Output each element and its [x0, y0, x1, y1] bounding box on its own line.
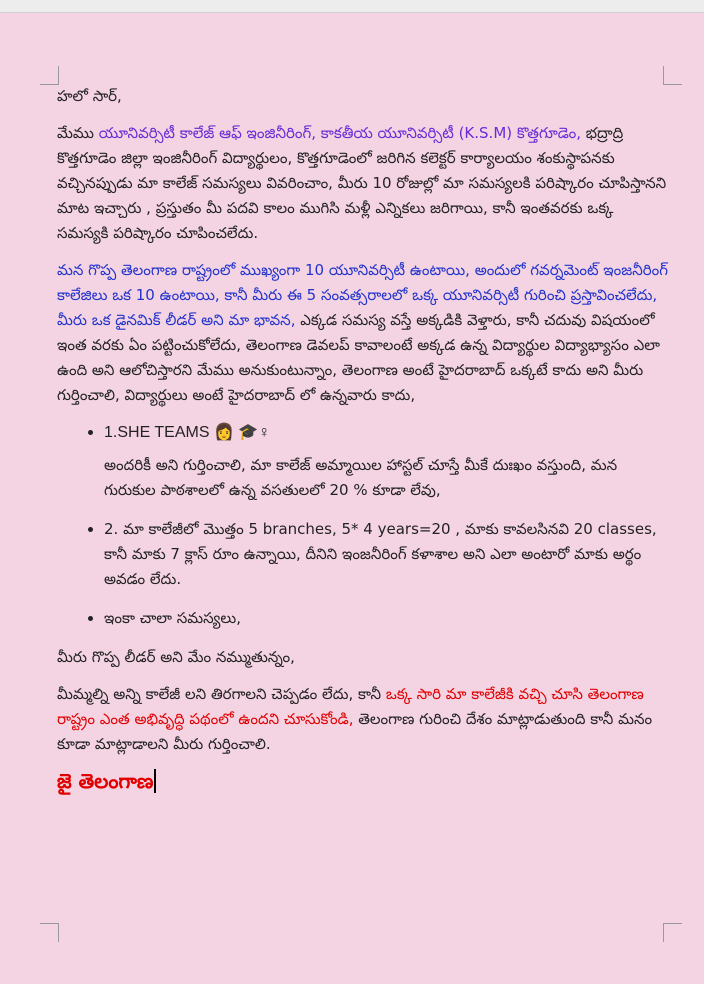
- closing-line: [57, 769, 669, 794]
- paragraph-4: [57, 682, 669, 757]
- paragraph-4-highlight: ఒక్క సారి మా కాలేజీకి వచ్చి చూసి తెలంగాణ రాష్ట్రం ఎంత అభివృద్ధి పథంలో ఉందని చూసుకోండి,: [57, 685, 644, 728]
- page-margin-corner-bottom-right: [663, 923, 682, 942]
- college-name: యూనివర్సిటీ కాలేజ్ ఆఫ్ ఇంజినీరింగ్, కాకతీయ యూనివర్సిటీ (K.S.M) కొత్తగూడెం,: [98, 124, 581, 142]
- paragraph-1-intro: మేము: [57, 124, 99, 142]
- issues-list: [57, 420, 669, 631]
- page-margin-corner-top-right: [663, 66, 682, 85]
- list-item-title: • ఇంకా చాలా సమస్యలు,: [104, 609, 241, 627]
- paragraph-3: మీరు గొప్ప లీడర్ అని మేం నమ్ముతున్నం,: [57, 648, 295, 666]
- page-margin-corner-top-left: [40, 66, 59, 85]
- paragraph-2: [57, 258, 669, 408]
- closing-text: జై తెలంగాణ: [57, 769, 154, 793]
- paragraph-2-highlight: మన గొప్ప తెలంగాణ రాష్ట్రంలో ముఖ్యంగా 10 యూనివర్సిటీ ఉంటాయి, అందులో గవర్నమెంట్ ఇంజనీరింగ్ కాలేజిలు ఒక 10 ఉంటాయి, కానీ మీరు ఈ 5 సంవత్సరాలలో ఒక్క యూనివర్సిటీ గురించి ప్రస్తావించలేదు, మీరు ఒక డైనమిక్ లీడర్ అని మా భావన,: [57, 261, 668, 329]
- text-cursor: [154, 769, 156, 793]
- paragraph-1-body: భద్రాద్రి కొత్తగూడెం జిల్లా ఇంజినీరింగ్ విద్యార్థులం, కొత్తగూడెంలో జరిగిన కలెక్టర్ కార్యాలయం శంకుస్థాపనకు వచ్చినప్పుడు మా కాలేజ్ సమస్యలు వివరించాం, మీరు 10 రోజుల్లో మా సమస్యలకి పరిష్కారం చూపిస్తానని మాట ఇచ్చారు , ప్రస్తుతం మీ పదవి కాలం ముగిసి మళ్లీ ఎన్నికలు జరిగాయి, కానీ ఇంతవరకు ఒక్క సమస్యకి పరిష్కారం చూపించలేదు.: [57, 124, 667, 242]
- top-toolbar-strip: [0, 0, 704, 13]
- paragraph-2-body: ఎక్కడ సమస్య వస్తే అక్కడికి వెళ్తారు, కానీ చదువు విషయంలో ఇంత వరకు ఏం పట్టించుకోలేదు, తెలంగాణ డెవలప్ కావాలంటే అక్కడ ఉన్న విద్యార్థుల విద్యాభ్యాసం ఎలా ఉంది అని ఆలోచిస్తారని మేము అనుకుంటున్నాం, తెలంగాణ అంటే హైదరాబాద్ ఒక్కటే కాదు అని మీరు గుర్తించాలి, విద్యార్థులు అంటే హైదరాబాద్ లో ఉన్నవారు కాదు,: [57, 311, 660, 404]
- list-item: [104, 420, 669, 503]
- document-body[interactable]: [57, 84, 669, 794]
- list-item-title: • 1.SHE TEAMS 👩 🎓♀: [104, 424, 271, 441]
- greeting: హలో సార్,: [57, 87, 122, 105]
- list-item-detail: అందరికీ అని గుర్తించాలి, మా కాలేజ్ అమ్మాయిల హాస్టల్ చూస్తే మీకే దుఃఖం వస్తుంది, మన గురుకుల పాఠశాలలో ఉన్న వసతులలో 20 % కూడా లేవు,: [104, 456, 618, 499]
- page-margin-corner-bottom-left: [40, 923, 59, 942]
- list-item: [104, 606, 669, 631]
- list-item: [104, 517, 669, 592]
- paragraph-1: [57, 121, 669, 246]
- paragraph-4-intro: మీమ్మల్ని అన్ని కాలేజీ లని తిరగాలని చెప్పడం లేదు, కానీ: [57, 685, 386, 703]
- list-item-title: • 2. మా కాలేజీలో మొత్తం 5 branches, 5* 4 years=20 , మాకు కావలసినవి 20 classes, కానీ మాకు 7 క్లాస్ రూం ఉన్నాయి, దీనిని ఇంజనీరింగ్ కళాశాల అని ఎలా అంటారో మాకు అర్థం అవడం లేదు.: [104, 520, 657, 588]
- paragraph-4-body: తెలంగాణ గురించి దేశం మాట్లాడుతుంది కానీ మనం కూడా మాట్లాడాలని మీరు గుర్తించాలి.: [57, 710, 653, 753]
